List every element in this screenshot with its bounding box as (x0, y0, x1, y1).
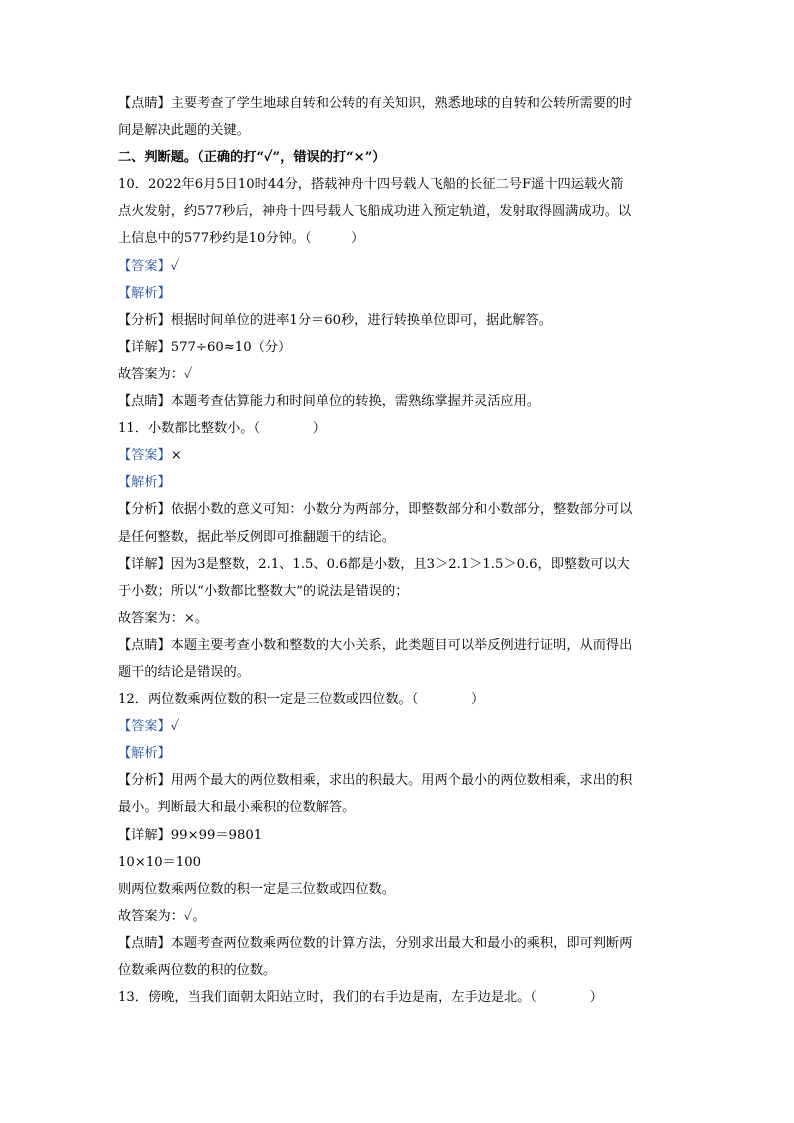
text-line: 则两位数乘两位数的积一定是三位数或四位数。 (118, 881, 395, 897)
text-line: 间是解决此题的关键。 (118, 123, 250, 139)
text-line: 【分析】用两个最大的两位数相乘，求出的积最大。用两个最小的两位数相乘，求出的积 (118, 773, 633, 789)
answer-tag: 【答案】 (118, 258, 171, 274)
answer-line: 【答案】✓ (118, 258, 180, 274)
answer-tag: 【答案】 (118, 719, 171, 735)
text-line: 故答案为：×。 (118, 610, 209, 626)
text-line: 题干的结论是错误的。 (118, 664, 250, 680)
text-line: 10×10＝100 (118, 854, 201, 870)
text-line: 【点睛】本题主要考查小数和整数的大小关系，此类题目可以举反例进行证明，从而得出 (118, 637, 633, 653)
text-line: 于小数；所以“小数都比整数大”的说法是错误的； (118, 583, 409, 599)
text-line: 【详解】99×99＝9801 (118, 827, 263, 843)
question-11: 11．小数都比整数小。（ ） (118, 421, 326, 437)
answer-line: 【答案】× (118, 448, 182, 464)
text-line: 点火发射，约577秒后，神舟十四号载人飞船成功进入预定轨道，发射取得圆满成功。以 (118, 204, 632, 220)
analysis-line (118, 280, 678, 307)
question-13: 13．傍晚，当我们面朝太阳站立时，我们的右手边是南，左手边是北。（ ） (118, 990, 603, 1006)
text-line: 【详解】577÷60≈10（分） (118, 339, 292, 355)
analysis-tag: 【解析】 (118, 285, 171, 301)
question-10: 10．2022年6月5日10时44分，搭载神舟十四号载人飞船的长征二号F遥十四运载火箭 (118, 177, 624, 193)
analysis-tag: 【解析】 (118, 746, 171, 762)
analysis-line (118, 740, 678, 767)
text-line: 【点睛】本题考查两位数乘两位数的计算方法，分别求出最大和最小的乘积，即可判断两 (118, 935, 633, 951)
text-line: 【分析】根据时间单位的进率1分＝60秒，进行转换单位即可，据此解答。 (118, 312, 552, 328)
text-line: 位数乘两位数的积的位数。 (118, 963, 277, 978)
text-line: 【点睛】本题考查估算能力和时间单位的转换，需熟练掌握并灵活应用。 (118, 394, 540, 410)
text-line: 是任何整数，据此举反例即可推翻题干的结论。 (118, 529, 395, 545)
text-line: 【分析】依据小数的意义可知：小数分为两部分，即整数部分和小数部分，整数部分可以 (118, 502, 633, 518)
section-heading: 二、判断题。（正确的打“✓”，错误的打“×”） (118, 150, 386, 166)
text-line: 故答案为：✓。 (118, 908, 206, 924)
text-line: 最小。判断最大和最小乘积的位数解答。 (118, 800, 356, 816)
analysis-tag: 【解析】 (118, 475, 171, 491)
answer-tag: 【答案】 (118, 448, 171, 464)
document-page (118, 90, 678, 1011)
text-line: 【详解】因为3是整数，2.1、1.5、0.6都是小数，且3＞2.1＞1.5＞0.6，即整数可以大 (118, 556, 630, 572)
text-line: 【点睛】主要考查了学生地球自转和公转的有关知识，熟悉地球的自转和公转所需要的时 (118, 96, 633, 111)
answer-line: 【答案】✓ (118, 719, 180, 735)
text-line: 上信息中的577秒约是10分钟。（ ） (118, 231, 365, 247)
question-12: 12．两位数乘两位数的积一定是三位数或四位数。（ ） (118, 692, 485, 708)
text-line: 故答案为：✓ (118, 366, 193, 382)
analysis-line (118, 469, 678, 496)
